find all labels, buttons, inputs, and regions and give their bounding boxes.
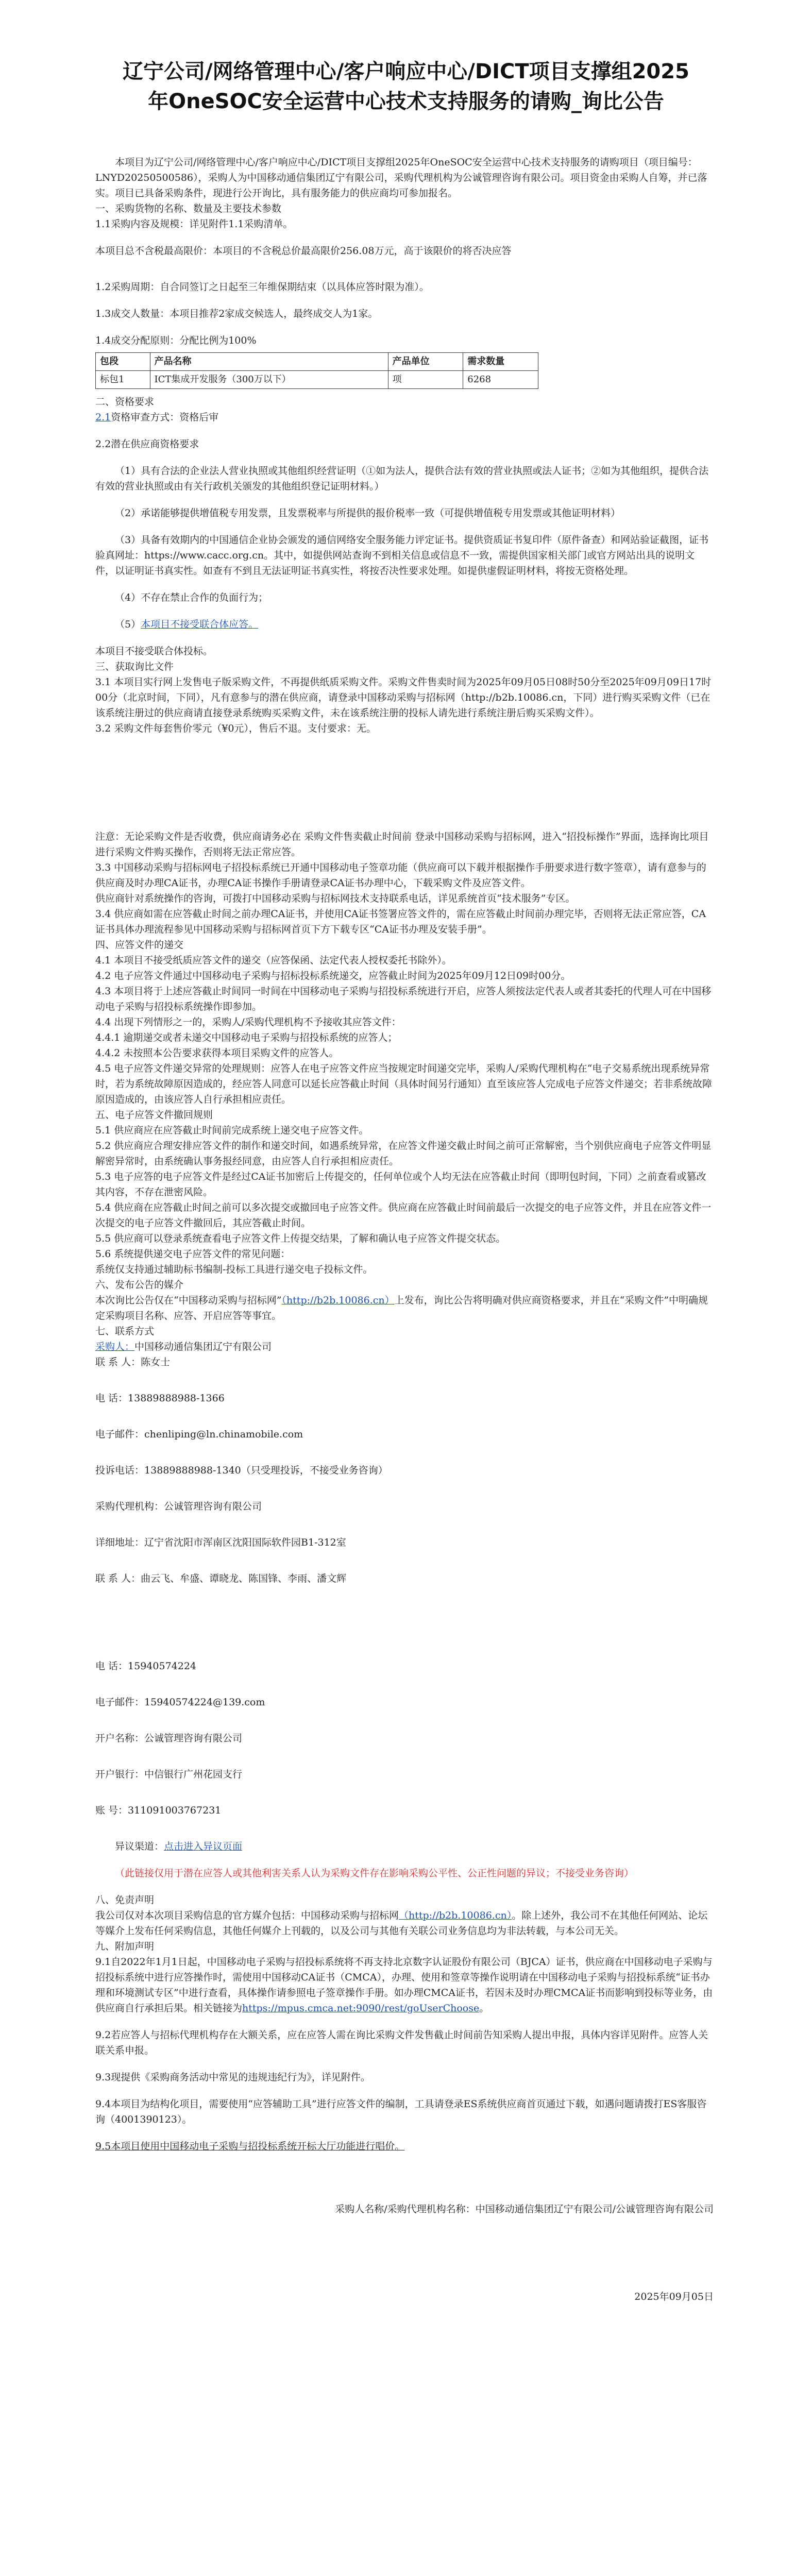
buyer-line bbox=[95, 1339, 714, 1354]
section-2-1-text: 资格审查方式：资格后审 bbox=[111, 412, 219, 423]
section-9-4: 9.4本项目为结构化项目，需要使用“应答辅助工具”进行应答文件的编制，工具请登录ES系统供应商首页通过下载，如遇问题请拨打ES客服咨询（4001390123）。 bbox=[95, 2098, 707, 2125]
qualification-2: （2）承诺能够提供增值税专用发票，且发票税率与所提供的报价税率一致（可提供增值税专用发票或其他证明材料） bbox=[115, 507, 621, 519]
objection-line bbox=[95, 1839, 714, 1854]
section-3-3: 3.3 中国移动采购与招标网电子招投标系统已开通中国移动电子签章功能（供应商可以下载并根据操作手册要求进行数字签章），请有意参与的供应商及时办理CA证书，办理CA证书操作手册请登录CA证书办理中心，下载采购文件及应答文件。 bbox=[95, 862, 706, 889]
section-9-text-a: 9.1自2022年1月1日起，中国移动电子采购与招投标系统将不再支持北京数字认证股份有限公司（BJCA）证书，供应商在中国移动电子采购与招投标系统中进行应答操作时，需使用中国移动CA证书（CMCA），办理、使用和签章等操作说明请在中国移动电子采购与招投标系统“证书办理和环境测试专区”中进行查看，具体操作请参照电子签章操作手册。如办理CMCA证书，若因未及时办理CMCA证书而影响到投标等业务，由供应商自行承担后果。相关链接为 bbox=[95, 1956, 713, 2014]
account-label: 账 号： bbox=[95, 1805, 128, 1816]
agency-contacts-value: 曲云飞、牟盛、谭晓龙、陈国锋、李雨、潘文辉 bbox=[141, 1573, 347, 1584]
section-4-2: 4.2 电子应答文件通过中国移动电子采购与招标投标系统递交，应答截止时间为2025年09月12日09时00分。 bbox=[95, 970, 571, 981]
b2b-site-link[interactable]: （http://b2b.10086.cn） bbox=[281, 1295, 395, 1306]
complaint-label: 投诉电话： bbox=[95, 1465, 145, 1476]
bank-line bbox=[95, 1767, 714, 1782]
table-cell: 标包1 bbox=[96, 371, 150, 389]
section-9-1 bbox=[95, 1954, 714, 2016]
agency-phone-line bbox=[95, 1658, 714, 1674]
address-line bbox=[95, 1535, 714, 1550]
account-line bbox=[95, 1803, 714, 1818]
table-cell: ICT集成开发服务（300万以下） bbox=[150, 371, 388, 389]
agency-contacts-label: 联 系 人： bbox=[95, 1573, 141, 1584]
email-line bbox=[95, 1427, 714, 1442]
section-1-1: 1.1采购内容及规模：详见附件1.1采购清单。 bbox=[95, 218, 293, 230]
section-6-text-b: 上发布，询比公告将明确对供应商资格要求，并且在“采购文件”中明确规定采购项目名称、应答、开启应答等事宜。 bbox=[95, 1295, 708, 1321]
section-1-2: 1.2采购周期：自合同签订之日起至三年维保期结束（以具体应答时限为准）。 bbox=[95, 281, 429, 293]
phone-line bbox=[95, 1391, 714, 1406]
section-9-text-b: 。 bbox=[479, 2003, 489, 2014]
section-4-5: 4.5 电子应答文件递交异常的处理规则：应答人在电子应答文件应当按规定时间递交完毕，采购人/采购代理机构在“电子交易系统出现系统异常时，若为系统故障原因造成的，经应答人同意可以延长应答截止时间（具体时间另行通知）直至该应答人完成电子应答文件递交；若非系统故障原因造成的，由该应答人自行承担相应责任。 bbox=[95, 1063, 713, 1105]
bank-name-value: 公诚管理咨询有限公司 bbox=[144, 1733, 243, 1744]
table-header-cell: 包段 bbox=[96, 353, 150, 371]
email-value: chenliping@ln.chinamobile.com bbox=[144, 1429, 303, 1440]
section-2-heading: 二、资格要求 bbox=[95, 396, 155, 408]
agency-label: 采购代理机构： bbox=[95, 1501, 164, 1512]
agency-line bbox=[95, 1499, 714, 1514]
phone-value: 13889888988-1366 bbox=[128, 1393, 225, 1404]
contact-label: 联 系 人： bbox=[95, 1357, 141, 1368]
section-2-1 bbox=[95, 410, 714, 425]
section-8-text-a: 我公司仅对本次项目采购信息的官方媒介包括：中国移动采购与招标网 bbox=[95, 1910, 399, 1921]
section-4-1: 4.1 本项目不接受纸质应答文件的递交（应答保函、法定代表人授权委托书除外）。 bbox=[95, 955, 452, 966]
section-6-heading: 六、发布公告的媒介 bbox=[95, 1279, 184, 1291]
address-label: 详细地址： bbox=[95, 1537, 145, 1548]
agency-contacts-line bbox=[95, 1571, 714, 1586]
table-header-cell: 产品名称 bbox=[150, 353, 388, 371]
section-4-4-2: 4.4.2 未按照本公告要求获得本项目采购文件的应答人。 bbox=[95, 1047, 339, 1059]
section-2-1-number-link[interactable]: 2.1 bbox=[95, 412, 111, 423]
buyer-label[interactable]: 采购人： bbox=[95, 1341, 135, 1352]
purchase-notice: 注意：无论采购文件是否收费，供应商请务必在 采购文件售卖截止时间前 登录中国移动采购与招标网，进入“招投标操作”界面，选择询比项目进行采购文件购买操作，否则将无法正常应答。 bbox=[95, 831, 709, 858]
section-1-3: 1.3成交人数量：本项目推荐2家成交候选人，最终成交人为1家。 bbox=[95, 308, 378, 319]
agency-email-line bbox=[95, 1694, 714, 1710]
section-8-text-b: 。除上述外，我公司不在其他任何网站、论坛等媒介上发布任何采购信息，其他任何媒介上刊载的，以及公司与其他有关联公司业务信息均为非法转载，与本公司无关。 bbox=[95, 1910, 708, 1937]
qualification-5-prefix: （5） bbox=[115, 619, 141, 630]
section-1-price-cap: 本项目总不含税最高限价：本项目的不含税总价最高限价256.08万元，高于该限价的将否决应答 bbox=[95, 245, 512, 257]
contact-line bbox=[95, 1354, 714, 1370]
section-5-heading: 五、电子应答文件撤回规则 bbox=[95, 1109, 213, 1121]
section-8-heading: 八、免责声明 bbox=[95, 1894, 155, 1906]
bank-value: 中信银行广州花园支行 bbox=[144, 1769, 243, 1780]
complaint-line bbox=[95, 1463, 714, 1478]
address-value: 辽宁省沈阳市浑南区沈阳国际软件园B1-312室 bbox=[144, 1537, 346, 1548]
section-9-3: 9.3现提供《采购商务活动中常见的违规违纪行为》，详见附件。 bbox=[95, 2072, 370, 2083]
section-1-heading: 一、采购货物的名称、数量及主要技术参数 bbox=[95, 203, 282, 214]
table-cell: 项 bbox=[388, 371, 463, 389]
bank-name-label: 开户名称： bbox=[95, 1733, 145, 1744]
signature-line: 采购人名称/采购代理机构名称：中国移动通信集团辽宁有限公司/公诚管理咨询有限公司 bbox=[335, 2204, 714, 2215]
agency-email-value: 15940574224@139.com bbox=[144, 1697, 265, 1708]
bank-label: 开户银行： bbox=[95, 1769, 145, 1780]
cmca-link[interactable]: https://mpus.cmca.net:9090/rest/goUserChoose bbox=[242, 2003, 480, 2014]
account-value: 311091003767231 bbox=[128, 1805, 222, 1816]
table-row bbox=[96, 371, 538, 389]
table-header-cell: 产品单位 bbox=[388, 353, 463, 371]
section-3-tech-support: 供应商针对系统操作的咨询，可拨打中国移动采购与招标网技术支持联系电话，详见系统首页“技术服务”专区。 bbox=[95, 893, 576, 904]
b2b-site-link-2[interactable]: （http://b2b.10086.cn） bbox=[399, 1910, 512, 1921]
email-label: 电子邮件： bbox=[95, 1429, 145, 1440]
section-3-4: 3.4 供应商如需在应答截止时间之前办理CA证书，并使用CA证书签署应答文件的，需在应答截止时间前办理完毕，否则将无法正常应答，CA证书具体办理流程参见中国移动采购与招标网首页下方下载专区“CA证书办理及安装手册”。 bbox=[95, 908, 706, 935]
section-9-heading: 九、附加声明 bbox=[95, 1941, 155, 1952]
section-9-5: 9.5本项目使用中国移动电子采购与招投标系统开标大厅功能进行唱价。 bbox=[95, 2141, 405, 2152]
section-4-4-1: 4.4.1 逾期递交或者未递交中国移动电子采购与招投标系统的应答人； bbox=[95, 1032, 398, 1043]
section-9-2: 9.2若应答人与招标代理机构存在大额关系，应在应答人需在询比采购文件发售截止时间前告知采购人提出申报，具体内容详见附件。应答人关联关系申报。 bbox=[95, 2029, 708, 2056]
table-header-cell: 需求数量 bbox=[463, 353, 538, 371]
document-body bbox=[95, 155, 714, 2304]
section-5-3: 5.3 电子应答的电子应答文件是经过CA证书加密后上传提交的，任何单位或个人均无法在应答截止时间（即明包时间，下同）之前查看或篡改其内容，不存在泄密风险。 bbox=[95, 1171, 706, 1198]
section-3-2: 3.2 采购文件每套售价零元（¥0元），售后不退。支付要求：无。 bbox=[95, 723, 376, 734]
section-4-3: 4.3 本项目将于上述应答截止时间同一时间在中国移动电子采购与招投标系统进行开启，应答人须按法定代表人或者其委托的代理人可在中国移动电子采购与招投标系统操作即参加。 bbox=[95, 986, 712, 1012]
objection-note: （此链接仅用于潜在应答人或其他利害关系人认为采购文件存在影响采购公平性、公正性问题的异议；不接受业务咨询） bbox=[115, 1868, 634, 1879]
complaint-value: 13889888988-1340（只受理投诉，不接受业务咨询） bbox=[144, 1465, 388, 1476]
section-5-2: 5.2 供应商应合理安排应答文件的制作和递交时间，如遇系统异常，在应答文件递交截止时间之前可正常解密，当个别供应商电子应答文件明显解密异常时，由系统确认事务报经同意，由应答人自行承担相应责任。 bbox=[95, 1140, 712, 1167]
qualification-4: （4）不存在禁止合作的负面行为； bbox=[115, 592, 268, 603]
agency-phone-label: 电 话： bbox=[95, 1660, 128, 1672]
consortium-link[interactable]: 本项目不接受联合体应答。 bbox=[141, 619, 259, 630]
section-4-4: 4.4 出现下列情形之一的，采购人/采购代理机构不予接收其应答文件： bbox=[95, 1016, 401, 1028]
section-5-1: 5.1 供应商应在应答截止时间前完成系统上递交电子应答文件。 bbox=[95, 1125, 369, 1136]
section-6-text-a: 本次询比公告仅在“中国移动采购与招标网” bbox=[95, 1295, 282, 1306]
lot-table bbox=[95, 352, 538, 389]
section-2-2: 2.2潜在供应商资格要求 bbox=[95, 438, 199, 450]
lot-table-header bbox=[96, 353, 538, 371]
buyer-value: 中国移动通信集团辽宁有限公司 bbox=[134, 1341, 272, 1352]
bank-name-line bbox=[95, 1731, 714, 1746]
agency-email-label: 电子邮件： bbox=[95, 1697, 145, 1708]
section-4-heading: 四、应答文件的递交 bbox=[95, 939, 184, 951]
section-3-heading: 三、获取询比文件 bbox=[95, 661, 174, 672]
signature-date: 2025年09月05日 bbox=[634, 2291, 714, 2302]
objection-label: 异议渠道： bbox=[115, 1841, 164, 1852]
section-5-4: 5.4 供应商在应答截止时间之前可以多次提交或撤回电子应答文件。供应商在应答截止时间前最后一次提交的电子应答文件，并且在应答文件一次提交的电子应答文件撤回后，其应答截止时间。 bbox=[95, 1202, 712, 1229]
section-6-1 bbox=[95, 1293, 714, 1324]
section-5-tool-note: 系统仅支持通过辅助标书编制-投标工具进行递交电子投标文件。 bbox=[95, 1264, 373, 1275]
section-1-4: 1.4成交分配原则：分配比例为100% bbox=[95, 335, 257, 346]
table-cell: 6268 bbox=[463, 371, 538, 389]
qualification-1: （1）具有合法的企业法人营业执照或其他组织经营证明（①如为法人，提供合法有效的营业执照或法人证书；②如为其他组织，提供合法有效的营业执照或由有关行政机关颁发的其他组织登记证明材料。） bbox=[95, 465, 709, 492]
objection-link[interactable]: 点击进入异议页面 bbox=[164, 1841, 243, 1852]
phone-label: 电 话： bbox=[95, 1393, 128, 1404]
page-title: 辽宁公司/网络管理中心/客户响应中心/DICT项目支撑组2025年OneSOC安全运营中心技术支持服务的请购_询比公告 bbox=[123, 60, 689, 113]
section-7-heading: 七、联系方式 bbox=[95, 1326, 155, 1337]
section-2-3: 本项目不接受联合体投标。 bbox=[95, 646, 213, 657]
qualification-5 bbox=[95, 617, 714, 632]
contact-value: 陈女士 bbox=[141, 1357, 171, 1368]
intro-paragraph: 本项目为辽宁公司/网络管理中心/客户响应中心/DICT项目支撑组2025年OneSOC安全运营中心技术支持服务的请购项目（项目编号：LNYD20250500586），采购人为中国移动通信集团辽宁有限公司，采购代理机构为公诚管理咨询有限公司。项目资金由采购人自筹，并已落实。项目已具备采购条件，现进行公开询比，具有服务能力的供应商均可参加报名。 bbox=[95, 157, 707, 199]
agency-phone-value: 15940574224 bbox=[128, 1660, 197, 1672]
section-5-6: 5.6 系统提供递交电子应答文件的常见问题： bbox=[95, 1248, 291, 1260]
section-8-1 bbox=[95, 1908, 714, 1939]
section-3-1: 3.1 本项目实行网上发售电子版采购文件，不再提供纸质采购文件。采购文件售卖时间为2025年09月05日08时50分至2025年09月09日17时00分（北京时间，下同），凡有意参与的潜在供应商，请登录中国移动采购与招标网（http://b2b.10086.cn，下同）进行购买采购文件（已在该系统注册过的供应商请直接登录系统购买采购文件，未在该系统注册的投标人请先进行系统注册后购买采购文件）。 bbox=[95, 676, 712, 719]
agency-value: 公诚管理咨询有限公司 bbox=[164, 1501, 262, 1512]
qualification-3: （3）具备有效期内的中国通信企业协会颁发的通信网络安全服务能力评定证书。提供资质证书复印件（原件备查）和网站验证截图，证书验真网址：https://www.cacc.org.cn。其中，如提供网站查询不到相关信息或信息不一致，需提供国家相关部门或官方网站出具的说明文件，以证明证书真实性。如查有不到且无法证明证书真实性，将按否决性要求处理。如提供虚假证明材料，将按无资格处理。 bbox=[95, 534, 709, 577]
section-5-5: 5.5 供应商可以登录系统查看电子应答文件上传提交结果，了解和确认电子应答文件提交状态。 bbox=[95, 1233, 506, 1244]
